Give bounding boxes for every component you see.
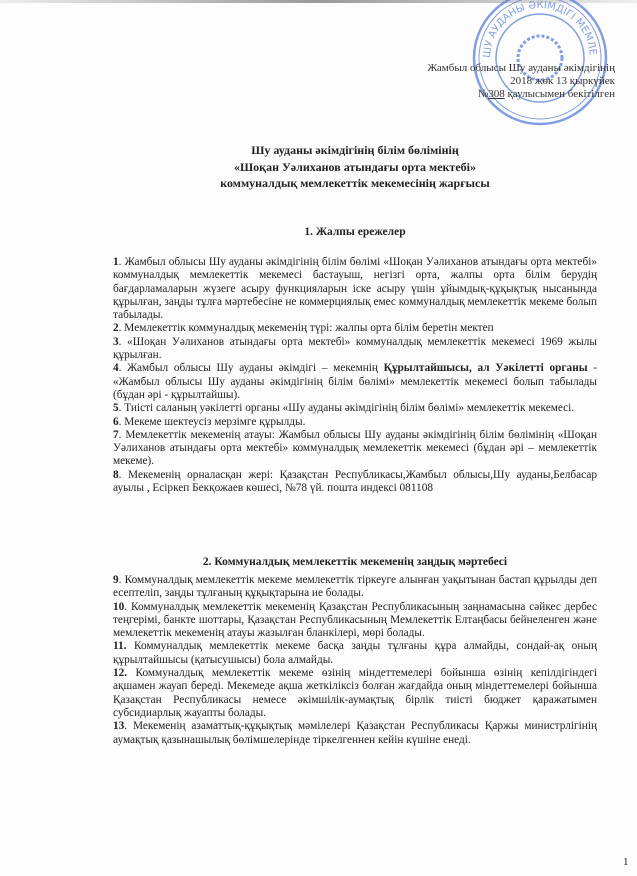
clause-text: . Жамбыл облысы Шу ауданы әкімдігі – мекемнің bbox=[118, 362, 384, 375]
clause-number: 2 bbox=[113, 322, 119, 335]
clause bbox=[113, 667, 597, 720]
title-line-2: «Шоқан Уәлиханов атындағы орта мектебі» bbox=[233, 159, 476, 174]
clause-text: . Жамбыл облысы Шу ауданы әкімдігінің білім бөлімі «Шоқан Уәлиханов атындағы орта мектебі» коммуналдық мемлекеттік мекемесі бастауыш, негізгі орта, жалпы орта білім берудің бағдарламаларын жүзеге асыру функцияларын іске асыру үшін ұйымдық-құқықтық нысанында құрылған, заңды тұлға мәртебесіне не коммерциялық емес коммуналдық мемлекеттік мекеме болып табылады. bbox=[113, 256, 597, 322]
section-1-heading: 1. Жалпы ережелер bbox=[304, 226, 406, 238]
clause-text: . Мемлекеттік мекеменің атауы: Жамбыл облысы Шу ауданы әкімдігінің білім бөлімінің «Шоқан Уәлиханов атындағы орта мектебі» коммуналдық мемлекеттік мекемесі (бұдан әрі – мемлекеттік мекеме). bbox=[113, 428, 597, 468]
clause-text: . Мекеменің азаматтық-құқықтық мәмілелері Қазақстан Республикасы Қаржы министрлігінің аумақтық қазынашылық бөлімшелерінде тіркелгеннен кейін күшіне енеді. bbox=[113, 720, 597, 746]
section-1-body bbox=[113, 256, 597, 495]
clause-text: . Тиісті саланың уәкілетті органы «Шу ауданы әкімдігінің білім бөлімі» мемлекеттік мекемесі. bbox=[118, 402, 575, 415]
clause-number: 9 bbox=[113, 574, 119, 586]
approval-line-2: 2018 жөк 13 қыркүйек bbox=[510, 75, 615, 87]
clause-text: Коммуналдық мемлекеттік мекеме өзінің міндеттемелері бойынша өзінің кепілдігіндегі ақшамен жауап береді. Мекемеде ақша жеткіліксіз болған жағдайда оның міндеттемелері бойынша Қазақстан Республикасы немесе әкімшілік-аумақтық бірлік тиісті бюджет қаражатымен субсидиарлық жауапты болады. bbox=[113, 667, 597, 719]
clause-text: . Мекеме шектеусіз мерзімге құрылды. bbox=[118, 415, 306, 428]
clause bbox=[113, 574, 597, 601]
clause bbox=[113, 416, 597, 429]
title-line-1: Шу ауданы әкімдігінің білім бөлімінің bbox=[251, 143, 459, 157]
clause-number: 7 bbox=[113, 428, 119, 441]
title-line-3: коммуналдық мемлекеттік мекемесінің жарғысы bbox=[220, 176, 490, 190]
clause bbox=[113, 336, 597, 363]
clause-text: . Мекеменің орналасқан жері: Қазақстан Республикасы,Жамбыл облысы,Шу ауданы,Белбасар ауылы , Есіркеп Бекқожаев көшесі, №78 үй. пошта индексі 081108 bbox=[113, 468, 597, 495]
clause-number: 13 bbox=[113, 720, 125, 733]
approval-line-1: Жамбыл облысы Шу ауданы әкімдігінің bbox=[427, 62, 615, 74]
clause-number: 6 bbox=[113, 415, 119, 428]
section-2-body bbox=[113, 574, 597, 747]
section-2-heading: 2. Коммуналдық мемлекеттік мекеменің заңдық мәртебесі bbox=[202, 556, 508, 568]
approval-line-3 bbox=[427, 88, 615, 101]
document-title bbox=[113, 142, 597, 192]
approval-block bbox=[427, 62, 615, 101]
clause-text: . «Шоқан Уәлиханов атындағы орта мектебі» коммуналдық мемлекеттік мекемесі 1969 жылы құрылған. bbox=[113, 335, 597, 362]
approval-suffix: қаулысымен бекітілген bbox=[507, 88, 615, 100]
clause-bold-text: Құрылтайшысы, ал Уәкілетті органы bbox=[383, 362, 588, 375]
clause bbox=[113, 469, 597, 496]
number-sign: № bbox=[477, 88, 489, 100]
clause bbox=[113, 256, 597, 322]
clause-number: 4 bbox=[113, 362, 119, 375]
clause-number: 10 bbox=[113, 600, 125, 613]
clause-text-rest: - «Жамбыл облысы Шу ауданы әкімдігінің білім бөлімі» мемлекеттік мекемесі болып табылады (бұдан әрі - құрылтайшы). bbox=[113, 362, 597, 401]
clause-number: 12. bbox=[113, 667, 128, 680]
svg-text:ШУ АУДАНЫ ӘКІМДІГІ МЕМЛЕКЕТ: ШУ АУДАНЫ ӘКІМДІГІ МЕМЛЕ bbox=[481, 0, 598, 59]
clause bbox=[113, 429, 597, 469]
clause-number: 8 bbox=[113, 468, 119, 481]
page-number: 1 bbox=[623, 856, 629, 868]
resolution-number: 308 bbox=[488, 88, 505, 100]
clause-text: . Мемлекеттік коммуналдық мекеменің түрі: жалпы орта білім беретін мектеп bbox=[118, 322, 494, 335]
clause-number: 1 bbox=[113, 256, 119, 268]
clause bbox=[113, 362, 597, 402]
clause bbox=[113, 402, 597, 415]
clause bbox=[113, 322, 597, 335]
clause bbox=[113, 640, 597, 667]
clause bbox=[113, 601, 597, 641]
clause-number: 5 bbox=[113, 402, 119, 415]
clause-text: . Коммуналдық мемлекеттік мекеменің Қазақстан Республикасының заңнамасына сәйкес дербес теңгерімі, банкте шоттары, Қазақстан Республикасының Мемлекеттік Елтаңбасы бейнеленген және мемлекеттік мекеменің атауы жазылған бланкілері, мөрі болады. bbox=[113, 600, 597, 640]
clause-text: Коммуналдық мемлекеттік мекеме басқа заңды тұлғаны құра алмайды, сондай-ақ оның құрылтайшысы (қатысушысы) бола алмайды. bbox=[113, 640, 597, 666]
clause bbox=[113, 720, 597, 747]
clause-number: 3 bbox=[113, 335, 119, 348]
clause-text: . Коммуналдық мемлекеттік мекеме мемлекеттік тіркеуге алынған уақытынан бастап құрылды деп есептеліп, заңды тұлғаның құқықтарына ие болады. bbox=[113, 574, 597, 600]
clause-number: 11. bbox=[113, 640, 127, 653]
